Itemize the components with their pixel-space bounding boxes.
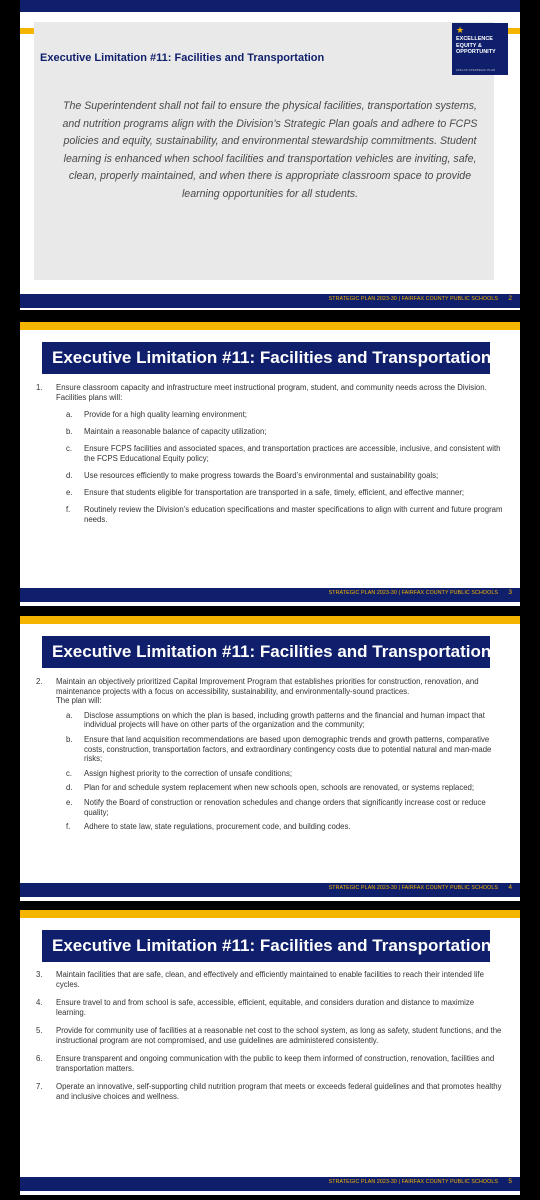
sub-item bbox=[36, 505, 504, 525]
sub-item-letter: d. bbox=[66, 471, 73, 480]
item-text: Ensure travel to and from school is safe, accessible, efficient, equitable, and considers duration and distance to maximize learning. bbox=[56, 998, 475, 1017]
slide-body bbox=[36, 383, 504, 525]
sub-item-text: Assign highest priority to the correction of unsafe conditions; bbox=[84, 768, 293, 778]
footer-bar bbox=[20, 883, 520, 897]
sub-item-letter: a. bbox=[66, 710, 73, 720]
sub-item-letter: f. bbox=[66, 505, 71, 514]
sub-item bbox=[36, 769, 504, 779]
sub-item-text: Routinely review the Division’s education specifications and master specifications to align with current and future program needs. bbox=[84, 505, 503, 524]
item-number: 7. bbox=[36, 1082, 43, 1091]
sub-item-letter: c. bbox=[66, 768, 73, 778]
list-item bbox=[36, 1054, 504, 1074]
sub-item bbox=[36, 471, 504, 481]
policy-statement: The Superintendent shall not fail to ensure the physical facilities, transportation systems, and nutrition programs align with the Division’s Strategic Plan goals and adhere to FCPS policies and equity, sustainability, and environmental stewardship commitments. Student learning is enhanced when school facilities and transportation vehicles are inviting, safe, clean, properly maintained, and when there is appropriate classroom space to provide learning opportunities for all students. bbox=[62, 100, 478, 200]
strategic-plan-logo bbox=[452, 23, 508, 75]
slide-title: Executive Limitation #11: Facilities and Transportation bbox=[40, 52, 325, 64]
slide-title: Executive Limitation #11: Facilities and Transportation bbox=[42, 636, 490, 668]
sub-item-text: Ensure that students eligible for transportation are transported in a safe, timely, efficient, and effective manner; bbox=[84, 488, 465, 497]
page-number: 3 bbox=[508, 589, 512, 596]
accent-bar bbox=[20, 322, 520, 330]
logo-subtext: 2023-30 STRATEGIC PLAN bbox=[456, 68, 496, 72]
sub-item-text: Notify the Board of construction or renovation schedules and change orders that significantly increase cost or reduce quality; bbox=[84, 797, 486, 817]
sub-item-text: Disclose assumptions on which the plan is based, including growth patterns and the financial and human impact that individual projects will have on other parts of the organization and the community; bbox=[84, 710, 485, 730]
item-number: 5. bbox=[36, 1026, 43, 1035]
sub-item-letter: e. bbox=[66, 488, 73, 497]
sub-item-text: Plan for and schedule system replacement when new schools open, schools are renovated, or systems replaced; bbox=[84, 783, 475, 793]
sub-item-text: Provide for a high quality learning environment; bbox=[84, 410, 247, 419]
list-item bbox=[36, 998, 504, 1018]
footer-bar bbox=[20, 294, 520, 308]
slide-3 bbox=[20, 616, 520, 901]
sub-item-letter: f. bbox=[66, 822, 71, 832]
sub-item-letter: b. bbox=[66, 734, 73, 744]
slide-4 bbox=[20, 910, 520, 1195]
page-number: 5 bbox=[508, 1178, 512, 1185]
sub-item-letter: e. bbox=[66, 797, 73, 807]
sub-item-letter: c. bbox=[66, 444, 73, 453]
list-item bbox=[36, 1082, 504, 1102]
sub-item-text: Ensure that land acquisition recommendations are based upon demographic trends and growth patterns, comparative costs, construction, transportation factors, and extraordinary contingency costs due to potential natural and man-made risks; bbox=[84, 734, 492, 764]
slide-1 bbox=[20, 0, 520, 310]
sub-item-text: Use resources efficiently to make progress towards the Board’s environmental and sustainability goals; bbox=[84, 471, 439, 480]
page-number: 2 bbox=[508, 295, 512, 302]
accent-bar bbox=[20, 616, 520, 624]
page-number: 4 bbox=[508, 884, 512, 891]
footer-text: STRATEGIC PLAN 2023-30 | FAIRFAX COUNTY PUBLIC SCHOOLS bbox=[328, 296, 498, 302]
item-text: Maintain an objectively prioritized Capital Improvement Program that establishes priorities for construction, renovation, and maintenance projects with a focus on accessibility, sustainability, and environmentally-sound practices. bbox=[56, 677, 479, 696]
item-text: Operate an innovative, self-supporting child nutrition program that meets or exceeds federal guidelines and that promotes healthy and inclusive choices and wellness. bbox=[56, 1082, 502, 1101]
item-text-continued: The plan will: bbox=[56, 696, 102, 706]
slide-body bbox=[36, 970, 504, 1102]
item-number: 1. bbox=[36, 383, 43, 392]
sub-item bbox=[36, 783, 504, 793]
item-text: Ensure transparent and ongoing communication with the public to keep them informed of construction, renovation, facilities and transportation matters. bbox=[56, 1054, 495, 1073]
sub-item-letter: b. bbox=[66, 427, 73, 436]
footer-text: STRATEGIC PLAN 2023-30 | FAIRFAX COUNTY PUBLIC SCHOOLS bbox=[328, 885, 498, 891]
sub-item-text: Ensure FCPS facilities and associated spaces, and transportation practices are accessible, inclusive, and consistent with the FCPS Educational Equity policy; bbox=[84, 444, 501, 463]
sub-item bbox=[36, 711, 504, 730]
list-item bbox=[36, 383, 504, 403]
item-number: 2. bbox=[36, 677, 43, 686]
sub-item bbox=[36, 798, 504, 817]
slide-body bbox=[36, 677, 504, 832]
footer-text: STRATEGIC PLAN 2023-30 | FAIRFAX COUNTY PUBLIC SCHOOLS bbox=[328, 1179, 498, 1185]
slide-2 bbox=[20, 322, 520, 606]
item-text: Ensure classroom capacity and infrastructure meet instructional program, student, and community needs across the Division. Facilities plans will: bbox=[56, 383, 487, 402]
sub-item-letter: d. bbox=[66, 783, 73, 793]
list-item bbox=[36, 970, 504, 990]
footer-bar bbox=[20, 588, 520, 602]
sub-item bbox=[36, 427, 504, 437]
sub-item bbox=[36, 444, 504, 464]
footer-text: STRATEGIC PLAN 2023-30 | FAIRFAX COUNTY PUBLIC SCHOOLS bbox=[328, 590, 498, 596]
item-text: Maintain facilities that are safe, clean, and effectively and efficiently maintained to enable facilities to reach their intended life cycles. bbox=[56, 970, 484, 989]
list-item bbox=[36, 1026, 504, 1046]
sub-item bbox=[36, 410, 504, 420]
accent-bar bbox=[20, 910, 520, 918]
sub-item bbox=[36, 735, 504, 764]
list-item bbox=[36, 677, 504, 706]
sub-item-letter: a. bbox=[66, 410, 73, 419]
slide-title: Executive Limitation #11: Facilities and Transportation bbox=[42, 930, 490, 962]
item-text: Provide for community use of facilities at a reasonable net cost to the school system, as long as safety, student functions, and the instructional program are not compromised, and use guidelines are administered consistently. bbox=[56, 1026, 502, 1045]
sub-item bbox=[36, 488, 504, 498]
logo-text: EXCELLENCE EQUITY & OPPORTUNITY bbox=[456, 36, 496, 55]
item-number: 4. bbox=[36, 998, 43, 1007]
top-bar bbox=[20, 0, 520, 12]
sub-item bbox=[36, 822, 504, 832]
footer-bar bbox=[20, 1177, 520, 1191]
item-number: 6. bbox=[36, 1054, 43, 1063]
star-icon: ★ bbox=[456, 25, 465, 35]
sub-item-text: Maintain a reasonable balance of capacity utilization; bbox=[84, 427, 267, 436]
sub-item-text: Adhere to state law, state regulations, procurement code, and building codes. bbox=[84, 822, 351, 832]
slide-title: Executive Limitation #11: Facilities and Transportation bbox=[42, 342, 490, 374]
item-number: 3. bbox=[36, 970, 43, 979]
